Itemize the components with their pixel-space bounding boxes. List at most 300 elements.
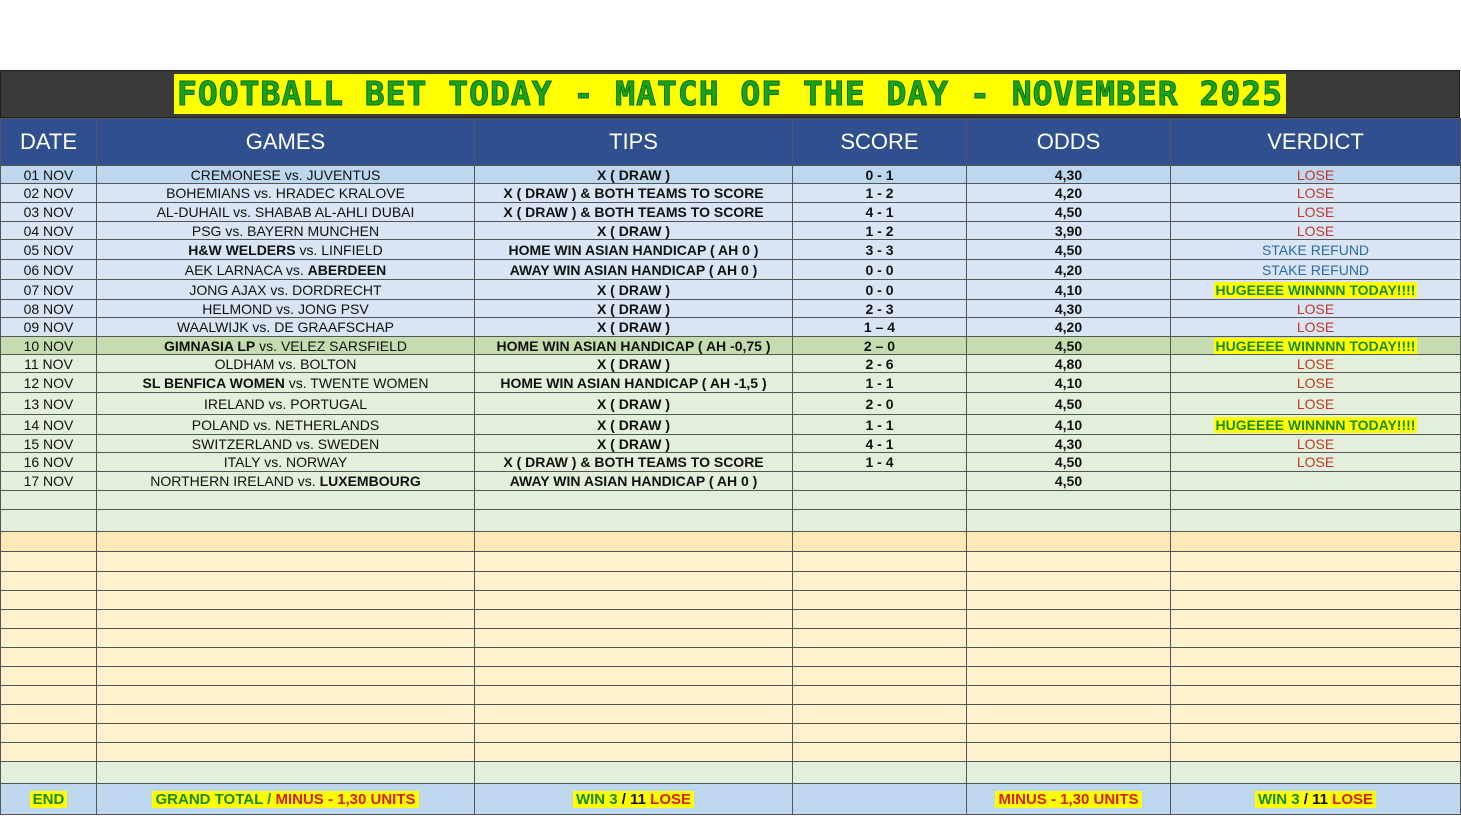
away-team: DORDRECHT [292, 281, 382, 298]
verdict-cell [1171, 724, 1461, 743]
verdict-cell [1171, 705, 1461, 724]
games-cell [97, 743, 475, 762]
date-cell: 17 NOV [1, 472, 97, 491]
date-cell [1, 532, 97, 552]
home-team: SL BENFICA WOMEN [142, 374, 285, 391]
verdict-cell [1171, 373, 1461, 393]
home-team: PSG [191, 222, 222, 239]
tip-cell: X ( DRAW ) [475, 318, 793, 337]
games-cell [97, 184, 475, 203]
tip-cell: X ( DRAW ) [475, 435, 793, 453]
games-cell [97, 610, 475, 629]
tip-cell: HOME WIN ASIAN HANDICAP ( AH -1,5 ) [475, 373, 793, 393]
odds-cell: 4,30 [967, 435, 1171, 453]
score-cell [793, 591, 967, 610]
table-row [1, 240, 1461, 260]
verdict-badge: LOSE [1296, 222, 1335, 239]
tip-cell [475, 610, 793, 629]
empty-row [1, 743, 1461, 762]
verdict-win-count: WIN 3 [1257, 790, 1300, 808]
away-team: HRADEC KRALOVE [275, 185, 405, 201]
vs-separator: vs. [295, 241, 322, 258]
empty-row [1, 491, 1461, 510]
verdict-cell [1171, 610, 1461, 629]
score-cell [793, 686, 967, 705]
odds-cell: 4,50 [967, 393, 1171, 415]
games-cell [97, 510, 475, 532]
verdict-cell [1171, 510, 1461, 532]
odds-cell [967, 743, 1171, 762]
home-team: CREMONESE [190, 166, 281, 183]
empty-row [1, 648, 1461, 667]
odds-cell: 4,50 [967, 337, 1171, 355]
odds-cell: 3,90 [967, 222, 1171, 240]
verdict-badge: STAKE REFUND [1261, 241, 1370, 258]
away-team: BAYERN MUNCHEN [247, 222, 380, 239]
date-cell [1, 743, 97, 762]
tip-cell [475, 532, 793, 552]
home-team: AL-DUHAIL [156, 204, 230, 220]
verdict-cell [1171, 572, 1461, 591]
lose-count: 11 [630, 790, 647, 808]
score-cell [793, 472, 967, 491]
score-cell [793, 510, 967, 532]
tip-cell: X ( DRAW ) [475, 280, 793, 300]
games-cell [97, 415, 475, 435]
away-team: LINFIELD [321, 241, 383, 258]
verdict-badge: HUGEEEE WINNNN TODAY!!!! [1215, 416, 1416, 433]
away-team: JONG PSV [297, 300, 369, 317]
date-cell: 14 NOV [1, 415, 97, 435]
score-cell: 0 - 0 [793, 260, 967, 280]
verdict-cell [1171, 435, 1461, 453]
verdict-lose-count: 11 [1312, 790, 1329, 808]
games-cell [97, 762, 475, 784]
tip-cell: AWAY WIN ASIAN HANDICAP ( AH 0 ) [475, 472, 793, 491]
verdict-badge: HUGEEEE WINNNN TODAY!!!! [1215, 281, 1416, 298]
odds-cell: 4,50 [967, 240, 1171, 260]
away-team: NORWAY [286, 454, 348, 470]
verdict-lose-label: LOSE [1328, 790, 1374, 808]
away-team: SWEDEN [317, 435, 380, 452]
score-cell: 1 - 2 [793, 184, 967, 203]
score-cell: 0 - 1 [793, 166, 967, 184]
score-cell [793, 532, 967, 552]
score-cell: 1 - 1 [793, 415, 967, 435]
score-cell [793, 572, 967, 591]
tip-cell: X ( DRAW ) & BOTH TEAMS TO SCORE [475, 184, 793, 203]
vs-separator: vs. [292, 435, 318, 452]
away-team: BOLTON [300, 355, 357, 372]
tip-cell [475, 552, 793, 572]
games-cell [97, 453, 475, 472]
home-team: BOHEMIANS [166, 185, 251, 201]
games-cell [97, 280, 475, 300]
score-cell: 3 - 3 [793, 240, 967, 260]
page-title: FOOTBALL BET TODAY - MATCH OF THE DAY - NOVEMBER 2025 [174, 74, 1286, 114]
tip-cell: X ( DRAW ) [475, 415, 793, 435]
games-cell [97, 648, 475, 667]
score-cell: 2 - 3 [793, 300, 967, 318]
odds-cell: 4,30 [967, 166, 1171, 184]
verdict-cell [1171, 648, 1461, 667]
odds-cell [967, 705, 1171, 724]
date-cell: 02 NOV [1, 184, 97, 203]
header-tips: TIPS [475, 119, 793, 166]
win-count: WIN 3 [575, 790, 618, 808]
tip-cell [475, 572, 793, 591]
score-cell: 1 - 4 [793, 453, 967, 472]
score-cell [793, 552, 967, 572]
home-team: SWITZERLAND [191, 435, 293, 452]
verdict-cell [1171, 491, 1461, 510]
games-cell [97, 435, 475, 453]
odds-cell [967, 629, 1171, 648]
tip-cell [475, 491, 793, 510]
header-games: GAMES [97, 119, 475, 166]
tip-cell: HOME WIN ASIAN HANDICAP ( AH -0,75 ) [475, 337, 793, 355]
tip-cell: X ( DRAW ) [475, 393, 793, 415]
home-team: JONG AJAX [189, 281, 267, 298]
odds-cell [967, 724, 1171, 743]
empty-row [1, 532, 1461, 552]
verdict-slash: / [1299, 790, 1313, 808]
date-cell [1, 591, 97, 610]
date-cell: 09 NOV [1, 318, 97, 337]
score-cell [793, 762, 967, 784]
odds-cell [967, 591, 1171, 610]
header-score: SCORE [793, 119, 967, 166]
games-cell [97, 472, 475, 491]
empty-row [1, 686, 1461, 705]
score-cell [793, 705, 967, 724]
vs-separator: vs. [284, 374, 311, 391]
tip-cell [475, 591, 793, 610]
empty-row [1, 667, 1461, 686]
date-cell [1, 686, 97, 705]
verdict-badge: LOSE [1296, 374, 1335, 391]
empty-row [1, 724, 1461, 743]
vs-separator: vs. [264, 395, 291, 412]
verdict-cell [1171, 337, 1461, 355]
table-row [1, 280, 1461, 300]
header-row [1, 119, 1461, 166]
score-cell [793, 610, 967, 629]
vs-separator: vs. [221, 222, 248, 239]
table-row [1, 203, 1461, 222]
date-cell: 13 NOV [1, 393, 97, 415]
title-bar [0, 70, 1460, 118]
home-team: WAALWIJK [176, 319, 249, 335]
verdict-cell [1171, 743, 1461, 762]
table-row [1, 166, 1461, 184]
games-cell [97, 591, 475, 610]
date-cell: 04 NOV [1, 222, 97, 240]
games-cell [97, 572, 475, 591]
empty-row [1, 629, 1461, 648]
games-cell [97, 166, 475, 184]
score-cell: 2 - 0 [793, 393, 967, 415]
home-team: AEK LARNACA [184, 261, 282, 278]
score-cell: 1 - 2 [793, 222, 967, 240]
odds-cell [967, 667, 1171, 686]
date-cell: 15 NOV [1, 435, 97, 453]
table-row [1, 415, 1461, 435]
footer-odds [967, 784, 1171, 815]
verdict-cell [1171, 415, 1461, 435]
header-verdict: VERDICT [1171, 119, 1461, 166]
away-team: VELEZ SARSFIELD [280, 337, 407, 354]
odds-cell [967, 762, 1171, 784]
verdict-cell [1171, 260, 1461, 280]
games-cell [97, 724, 475, 743]
verdict-badge: LOSE [1296, 300, 1335, 317]
empty-row [1, 762, 1461, 784]
tip-cell [475, 724, 793, 743]
table-row [1, 184, 1461, 203]
home-team: HELMOND [202, 300, 273, 317]
verdict-cell [1171, 472, 1461, 491]
verdict-cell [1171, 762, 1461, 784]
date-cell [1, 762, 97, 784]
footer-end [1, 784, 97, 815]
tip-cell [475, 686, 793, 705]
score-cell: 2 - 6 [793, 355, 967, 373]
date-cell [1, 667, 97, 686]
away-team: LUXEMBOURG [319, 473, 421, 489]
verdict-cell [1171, 355, 1461, 373]
date-cell [1, 610, 97, 629]
tip-cell [475, 705, 793, 724]
away-team: SHABAB AL-AHLI DUBAI [254, 204, 415, 220]
games-cell [97, 355, 475, 373]
score-cell [793, 667, 967, 686]
verdict-cell [1171, 300, 1461, 318]
odds-cell: 4,50 [967, 453, 1171, 472]
score-cell: 4 - 1 [793, 435, 967, 453]
odds-cell [967, 610, 1171, 629]
odds-cell [967, 648, 1171, 667]
date-cell [1, 648, 97, 667]
summary-slash: / [617, 790, 631, 808]
date-cell: 10 NOV [1, 337, 97, 355]
score-cell [793, 648, 967, 667]
date-cell: 08 NOV [1, 300, 97, 318]
score-cell: 0 - 0 [793, 280, 967, 300]
score-cell: 4 - 1 [793, 203, 967, 222]
score-cell [793, 629, 967, 648]
bets-table [0, 118, 1461, 815]
home-team: POLAND [191, 416, 250, 433]
table-row [1, 337, 1461, 355]
table-row [1, 373, 1461, 393]
date-cell [1, 552, 97, 572]
games-cell [97, 203, 475, 222]
verdict-cell [1171, 393, 1461, 415]
odds-cell: 4,10 [967, 280, 1171, 300]
date-cell: 11 NOV [1, 355, 97, 373]
tip-cell [475, 762, 793, 784]
odds-cell: 4,10 [967, 415, 1171, 435]
date-cell [1, 510, 97, 532]
verdict-badge: STAKE REFUND [1261, 261, 1370, 278]
away-team: TWENTE WOMEN [310, 374, 429, 391]
verdict-cell [1171, 686, 1461, 705]
verdict-badge: HUGEEEE WINNNN TODAY!!!! [1215, 337, 1416, 354]
vs-separator: vs. [274, 355, 301, 372]
date-cell: 05 NOV [1, 240, 97, 260]
odds-cell [967, 552, 1171, 572]
date-cell: 16 NOV [1, 453, 97, 472]
home-team: ITALY [223, 454, 261, 470]
verdict-cell [1171, 453, 1461, 472]
home-team: IRELAND [203, 395, 265, 412]
odds-cell [967, 532, 1171, 552]
empty-row [1, 572, 1461, 591]
tip-cell: HOME WIN ASIAN HANDICAP ( AH 0 ) [475, 240, 793, 260]
empty-row [1, 610, 1461, 629]
games-cell [97, 491, 475, 510]
vs-separator: vs. [248, 319, 275, 335]
tip-cell [475, 743, 793, 762]
odds-cell: 4,20 [967, 318, 1171, 337]
verdict-cell [1171, 222, 1461, 240]
tip-cell [475, 667, 793, 686]
tip-cell: X ( DRAW ) & BOTH TEAMS TO SCORE [475, 203, 793, 222]
footer-score [793, 784, 967, 815]
score-cell [793, 491, 967, 510]
date-cell: 06 NOV [1, 260, 97, 280]
vs-separator: vs. [272, 300, 298, 317]
verdict-cell [1171, 667, 1461, 686]
vs-separator: vs. [260, 454, 287, 470]
verdict-badge: LOSE [1296, 204, 1335, 220]
date-cell: 01 NOV [1, 166, 97, 184]
verdict-badge: LOSE [1296, 355, 1335, 372]
vs-separator: vs. [293, 473, 320, 489]
verdict-cell [1171, 318, 1461, 337]
odds-cell: 4,80 [967, 355, 1171, 373]
games-cell [97, 393, 475, 415]
tip-cell [475, 629, 793, 648]
odds-cell: 4,20 [967, 184, 1171, 203]
odds-cell [967, 686, 1171, 705]
games-cell [97, 705, 475, 724]
verdict-cell [1171, 166, 1461, 184]
score-cell: 1 - 1 [793, 373, 967, 393]
games-cell [97, 300, 475, 318]
date-cell [1, 572, 97, 591]
home-team: H&W WELDERS [188, 241, 296, 258]
verdict-cell [1171, 629, 1461, 648]
odds-cell [967, 572, 1171, 591]
table-row [1, 435, 1461, 453]
verdict-cell [1171, 591, 1461, 610]
games-cell [97, 337, 475, 355]
tip-cell: X ( DRAW ) & BOTH TEAMS TO SCORE [475, 453, 793, 472]
verdict-cell [1171, 184, 1461, 203]
tip-cell [475, 648, 793, 667]
table-row [1, 355, 1461, 373]
games-cell [97, 222, 475, 240]
tip-cell: X ( DRAW ) [475, 222, 793, 240]
away-team: PORTUGAL [290, 395, 368, 412]
verdict-cell [1171, 280, 1461, 300]
tip-cell [475, 510, 793, 532]
vs-separator: vs. [250, 185, 276, 201]
away-team: NETHERLANDS [275, 416, 380, 433]
grand-total-label: GRAND TOTAL / [155, 790, 276, 808]
date-cell: 03 NOV [1, 203, 97, 222]
spreadsheet [0, 70, 1460, 815]
score-cell: 2 – 0 [793, 337, 967, 355]
verdict-cell [1171, 240, 1461, 260]
empty-row [1, 705, 1461, 724]
away-team: ABERDEEN [307, 261, 387, 278]
empty-row [1, 591, 1461, 610]
games-cell [97, 552, 475, 572]
odds-cell: 4,50 [967, 203, 1171, 222]
games-cell [97, 686, 475, 705]
tip-cell: X ( DRAW ) [475, 166, 793, 184]
table-row [1, 472, 1461, 491]
home-team: GIMNASIA LP [164, 337, 256, 354]
games-cell [97, 240, 475, 260]
date-cell [1, 724, 97, 743]
verdict-cell [1171, 552, 1461, 572]
date-cell [1, 629, 97, 648]
games-cell [97, 260, 475, 280]
games-cell [97, 629, 475, 648]
home-team: OLDHAM [214, 355, 275, 372]
vs-separator: vs. [282, 261, 308, 278]
date-cell [1, 491, 97, 510]
lose-label: LOSE [646, 790, 692, 808]
odds-cell: 4,50 [967, 472, 1171, 491]
empty-row [1, 552, 1461, 572]
odds-cell [967, 510, 1171, 532]
games-cell [97, 532, 475, 552]
table-row [1, 453, 1461, 472]
table-row [1, 300, 1461, 318]
games-cell [97, 373, 475, 393]
away-team: DE GRAAFSCHAP [274, 319, 395, 335]
odds-cell [967, 491, 1171, 510]
footer-tips-summary [475, 784, 793, 815]
verdict-badge: LOSE [1296, 454, 1335, 470]
odds-cell: 4,30 [967, 300, 1171, 318]
vs-separator: vs. [266, 281, 293, 298]
footer-verdict [1171, 784, 1461, 815]
footer-row [1, 784, 1461, 815]
games-cell [97, 318, 475, 337]
date-cell [1, 705, 97, 724]
score-cell [793, 724, 967, 743]
tip-cell: AWAY WIN ASIAN HANDICAP ( AH 0 ) [475, 260, 793, 280]
verdict-cell [1171, 203, 1461, 222]
header-odds: ODDS [967, 119, 1171, 166]
date-cell: 07 NOV [1, 280, 97, 300]
table-row [1, 318, 1461, 337]
odds-cell: 4,10 [967, 373, 1171, 393]
empty-row [1, 510, 1461, 532]
footer-grand-total [97, 784, 475, 815]
table-row [1, 393, 1461, 415]
end-label: END [30, 791, 68, 808]
grand-total-minus: MINUS - 1,30 UNITS [275, 790, 416, 808]
verdict-badge: LOSE [1296, 185, 1335, 201]
verdict-cell [1171, 532, 1461, 552]
